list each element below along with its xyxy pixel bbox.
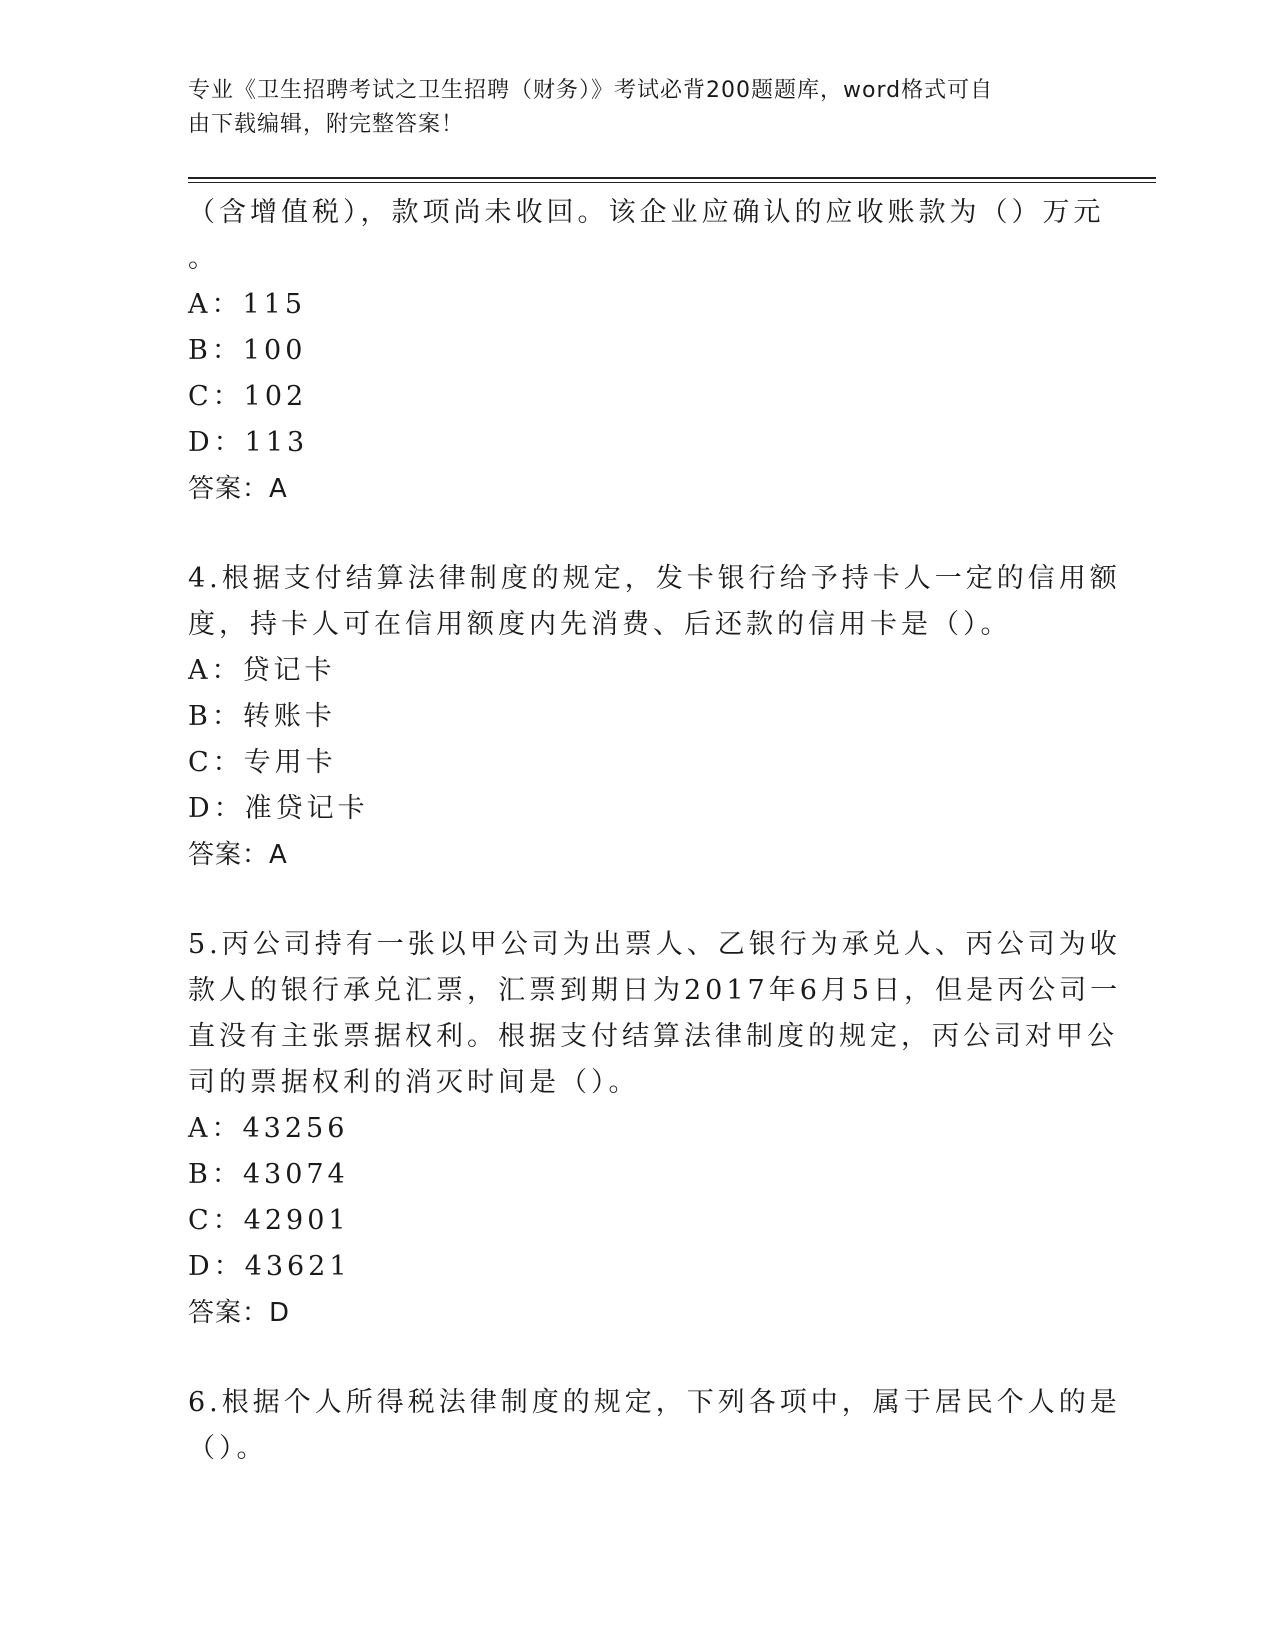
header-divider-thin: [188, 182, 1156, 183]
question-5: [188, 922, 1122, 1336]
question-6: [188, 1380, 1121, 1472]
question-3: [188, 190, 1105, 512]
header-line-1: 专业《卫生招聘考试之卫生招聘（财务）》考试必背200题题库，word格式可自: [188, 78, 994, 103]
page-header: [188, 74, 1068, 142]
question-stem-line: 5.丙公司持有一张以甲公司为出票人、乙银行为承兑人、丙公司为收: [188, 929, 1121, 960]
option-d: D：43621: [188, 1251, 351, 1282]
option-b: B：转账卡: [188, 701, 336, 732]
question-stem-line: （）。: [188, 1433, 268, 1464]
option-c: C：42901: [188, 1205, 350, 1236]
option-a: A：43256: [188, 1113, 349, 1144]
question-stem-line: 度，持卡人可在信用额度内先消费、后还款的信用卡是（）。: [188, 609, 1012, 640]
question-stem-line: 直没有主张票据权利。根据支付结算法律制度的规定，丙公司对甲公: [188, 1021, 1118, 1052]
header-divider-thick: [188, 177, 1156, 179]
option-b: B：100: [188, 335, 307, 366]
option-c: C：102: [188, 381, 308, 412]
option-c: C：专用卡: [188, 747, 337, 778]
answer-label: 答案：A: [188, 474, 288, 504]
question-stem-line: （含增值税），款项尚未收回。该企业应确认的应收账款为（）万元: [188, 197, 1105, 228]
option-d: D：113: [188, 427, 309, 458]
question-stem-line: 6.根据个人所得税法律制度的规定，下列各项中，属于居民个人的是: [188, 1387, 1121, 1418]
option-b: B：43074: [188, 1159, 349, 1190]
question-stem-line: 4.根据支付结算法律制度的规定，发卡银行给予持卡人一定的信用额: [188, 563, 1121, 594]
option-a: A：贷记卡: [188, 655, 336, 686]
header-line-2: 由下载编辑，附完整答案！: [188, 112, 465, 137]
answer-label: 答案：D: [188, 1298, 291, 1328]
question-content: [188, 190, 1122, 1472]
question-4: [188, 556, 1121, 878]
question-stem-line: 。: [188, 243, 219, 274]
option-d: D：准贷记卡: [188, 793, 369, 824]
question-stem-line: 司的票据权利的消灭时间是（）。: [188, 1067, 640, 1098]
question-stem-line: 款人的银行承兑汇票，汇票到期日为2017年6月5日，但是丙公司一: [188, 975, 1122, 1006]
option-a: A：115: [188, 289, 307, 320]
answer-label: 答案：A: [188, 840, 288, 870]
